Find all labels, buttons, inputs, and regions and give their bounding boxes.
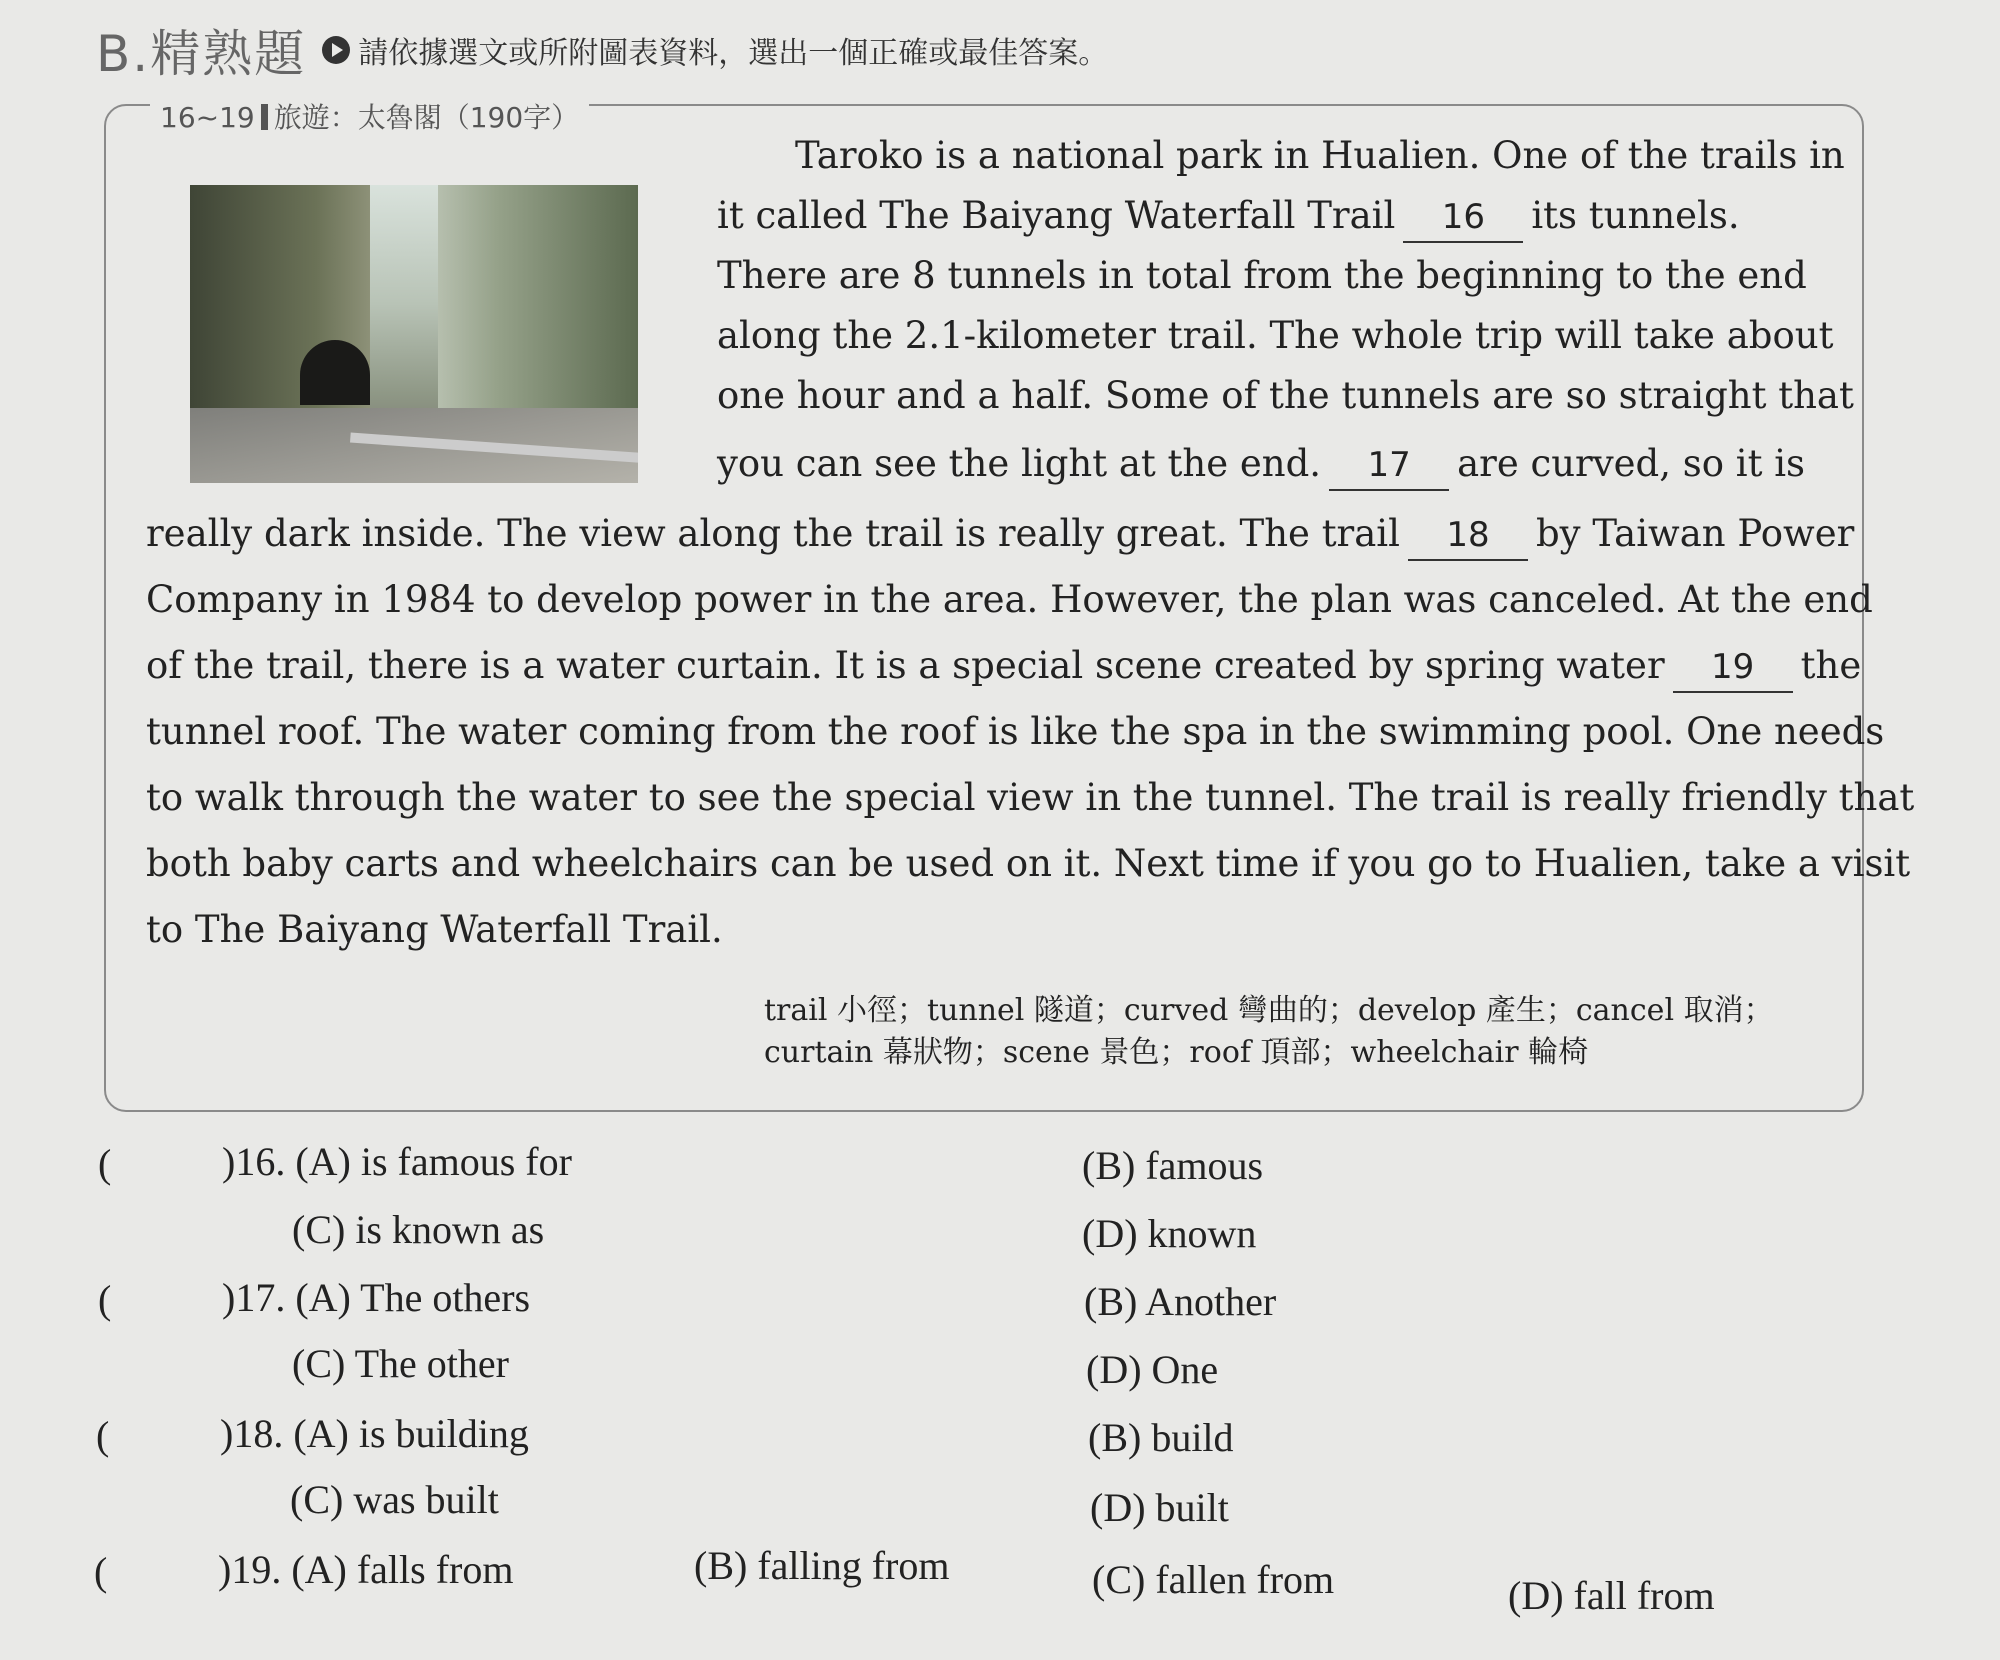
blank-16: 16	[1403, 193, 1523, 243]
question-19	[218, 1546, 513, 1593]
option-c[interactable]: (C) is known as	[292, 1207, 545, 1252]
answer-paren[interactable]: (	[96, 1413, 110, 1458]
question-18	[220, 1410, 529, 1457]
option-b[interactable]: (B) falling from	[694, 1543, 950, 1588]
question-number: )19.	[218, 1547, 282, 1592]
option-c[interactable]: (C) was built	[290, 1477, 499, 1522]
option-d[interactable]: (D) known	[1082, 1211, 1257, 1256]
line-text: its tunnels.	[1531, 194, 1740, 237]
option-b[interactable]: (B) Another	[1084, 1279, 1277, 1324]
line-text: it called The Baiyang Waterfall Trail	[717, 194, 1396, 237]
option-d[interactable]: (D) fall from	[1508, 1573, 1715, 1618]
question-number: )17.	[222, 1275, 286, 1320]
line-text: by Taiwan Power	[1535, 512, 1855, 555]
tag-topic: 旅遊：太魯閣（190字）	[273, 101, 580, 134]
vocab-line: trail 小徑；tunnel 隧道；curved 彎曲的；develop 產生；cancel 取消；	[764, 993, 1774, 1028]
tag-range: 16~19	[160, 101, 255, 134]
play-circle-icon	[322, 36, 350, 64]
blank-19: 19	[1673, 643, 1793, 693]
passage-line: tunnel roof. The water coming from the roof is like the spa in the swimming pool. One needs	[146, 710, 1885, 753]
question-number: )18.	[220, 1411, 284, 1456]
option-c[interactable]: (C) The other	[292, 1341, 509, 1386]
passage-line	[717, 192, 1740, 243]
passage-line: to walk through the water to see the special view in the tunnel. The trail is really friendly that	[146, 776, 1915, 819]
question-17	[222, 1274, 530, 1321]
option-b[interactable]: (B) build	[1088, 1415, 1234, 1460]
line-text: the	[1800, 644, 1862, 687]
option-a[interactable]: (A) falls from	[291, 1547, 514, 1592]
passage-line: There are 8 tunnels in total from the beginning to the end	[717, 254, 1807, 297]
option-d[interactable]: (D) One	[1086, 1347, 1219, 1392]
passage-line	[146, 510, 1854, 561]
blank-18: 18	[1408, 511, 1528, 561]
passage-line: Taroko is a national park in Hualien. One of the trails in	[795, 134, 1845, 177]
passage-line: one hour and a half. Some of the tunnels are so straight that	[717, 374, 1854, 417]
answer-paren[interactable]: (	[94, 1549, 108, 1594]
section-header	[96, 14, 1108, 86]
section-title: B.精熟題	[96, 25, 307, 83]
passage-line: Company in 1984 to develop power in the area. However, the plan was canceled. At the end	[146, 578, 1873, 621]
option-a[interactable]: (A) The others	[295, 1275, 531, 1320]
section-instruction: 請依據選文或所附圖表資料，選出一個正確或最佳答案。	[358, 36, 1109, 71]
question-16	[222, 1138, 572, 1185]
passage-line: both baby carts and wheelchairs can be used on it. Next time if you go to Hualien, take a visit	[146, 842, 1911, 885]
passage-line	[146, 642, 1861, 693]
answer-paren[interactable]: (	[98, 1277, 112, 1322]
option-d[interactable]: (D) built	[1090, 1485, 1229, 1530]
passage-line: along the 2.1-kilometer trail. The whole trip will take about	[717, 314, 1834, 357]
passage-line	[717, 440, 1805, 491]
line-text: you can see the light at the end.	[717, 442, 1322, 485]
blank-17: 17	[1329, 441, 1449, 491]
passage-tag	[150, 96, 589, 136]
photo-tunnel	[300, 340, 370, 405]
trail-photo	[190, 185, 638, 483]
option-a[interactable]: (A) is famous for	[295, 1139, 572, 1184]
option-c[interactable]: (C) fallen from	[1092, 1557, 1335, 1602]
line-text: of the trail, there is a water curtain. It is a special scene created by spring water	[146, 644, 1665, 687]
answer-paren[interactable]: (	[98, 1141, 112, 1186]
line-text: are curved, so it is	[1457, 442, 1806, 485]
tag-bar	[261, 104, 268, 130]
option-b[interactable]: (B) famous	[1082, 1143, 1264, 1188]
vocab-line: curtain 幕狀物；scene 景色；roof 頂部；wheelchair 輪椅	[764, 1035, 1589, 1070]
question-number: )16.	[222, 1139, 286, 1184]
option-a[interactable]: (A) is building	[293, 1411, 529, 1456]
passage-line: to The Baiyang Waterfall Trail.	[146, 908, 723, 951]
line-text: really dark inside. The view along the trail is really great. The trail	[146, 512, 1400, 555]
